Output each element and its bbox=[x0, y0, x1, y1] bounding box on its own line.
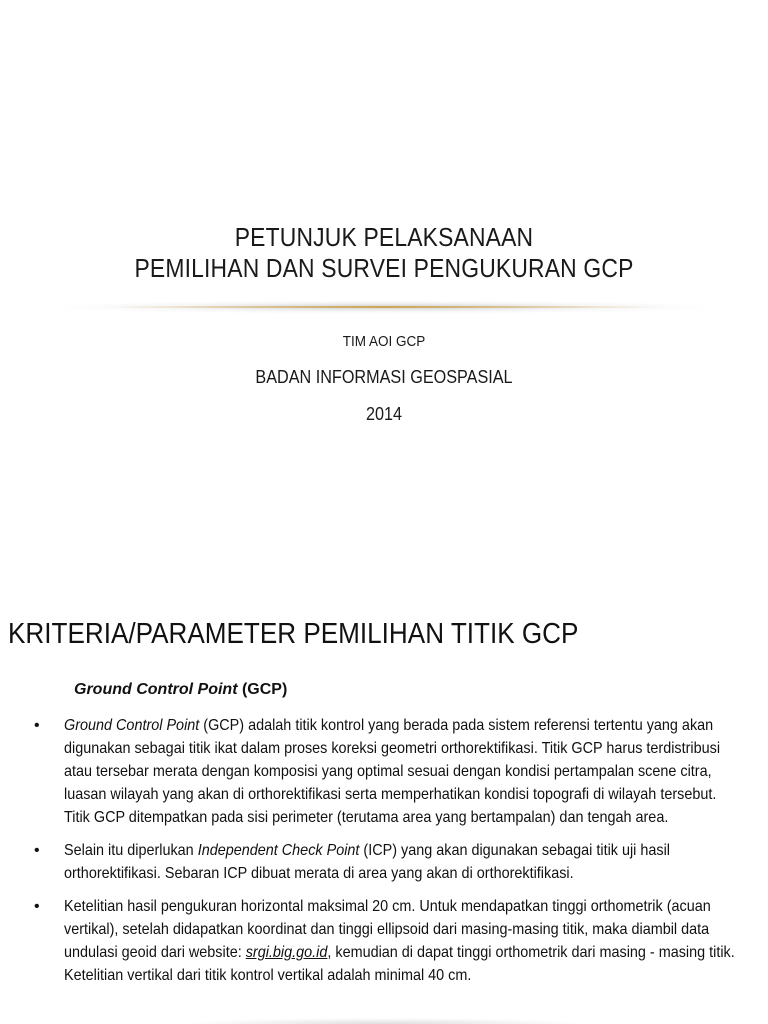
bullet-text bbox=[64, 714, 741, 829]
title-line-1: PETUNJUK PELAKSANAAN bbox=[234, 222, 534, 252]
bullet-body-after: , kemudian di dapat tinggi orthometrik dari masing - masing titik. Ketelitian vertikal dari titik kontrol vertikal adalah minimal 40 cm. bbox=[64, 944, 735, 984]
bullet-dot: • bbox=[34, 842, 40, 859]
bullet-item-icp bbox=[32, 839, 742, 885]
bullet-list bbox=[32, 714, 742, 997]
bullet-body-after: (ICP) yang akan digunakan sebagai titik uji hasil orthorektifikasi. Sebaran ICP dibuat merata di area yang akan di orthorektifikasi. bbox=[64, 842, 670, 882]
title-line-2: PEMILIHAN DAN SURVEI PENGUKURAN GCP bbox=[134, 253, 634, 283]
bullet-item-accuracy bbox=[32, 895, 742, 987]
team-name: TIM AOI GCP bbox=[342, 333, 426, 350]
bullet-text bbox=[64, 895, 741, 987]
subtitle-rest: (GCP) bbox=[237, 681, 288, 698]
bullet-dot: • bbox=[34, 717, 40, 734]
subtitle-italic: Ground Control Point bbox=[74, 681, 238, 698]
content-subtitle bbox=[74, 681, 287, 699]
title-block bbox=[0, 222, 768, 284]
bullet-item-gcp bbox=[32, 714, 742, 829]
bullet-italic: Ground Control Point bbox=[64, 717, 200, 734]
srgi-website-link[interactable]: srgi.big.go.id bbox=[245, 944, 328, 961]
title-divider-line bbox=[110, 306, 658, 308]
content-slide-title: KRITERIA/PARAMETER PEMILIHAN TITIK GCP bbox=[8, 618, 579, 650]
bullet-body-before: Selain itu diperlukan bbox=[64, 842, 198, 859]
bullet-italic: Independent Check Point bbox=[197, 842, 360, 859]
year: 2014 bbox=[365, 404, 403, 424]
content-slide bbox=[0, 576, 768, 1024]
bullet-text bbox=[64, 839, 741, 885]
bullet-body: (GCP) adalah titik kontrol yang berada pada sistem referensi tertentu yang akan digunakan sebagai titik ikat dalam proses koreksi geometri orthorektifikasi. Titik GCP harus terdistribusi atau tersebar merata dengan komposisi yang optimal sesuai dengan kondisi pertampalan scene citra, luasan wilayah yang akan di orthorektifikasi serta memperhatikan kondisi topografi di wilayah tersebut. Titik GCP ditempatkan pada sisi perimeter (terutama area yang bertampalan) dan tengah area. bbox=[64, 717, 721, 826]
organization-name: BADAN INFORMASI GEOSPASIAL bbox=[255, 367, 513, 387]
bullet-body-before: Ketelitian hasil pengukuran horizontal maksimal 20 cm. Untuk mendapatkan tinggi orthometrik (acuan vertikal), setelah didapatkan koordinat dan tinggi ellipsoid dari masing-masing titik, maka diambil data undulasi geoid dari website: bbox=[64, 898, 711, 961]
bullet-dot: • bbox=[34, 898, 40, 915]
bottom-shadow bbox=[180, 1018, 588, 1024]
